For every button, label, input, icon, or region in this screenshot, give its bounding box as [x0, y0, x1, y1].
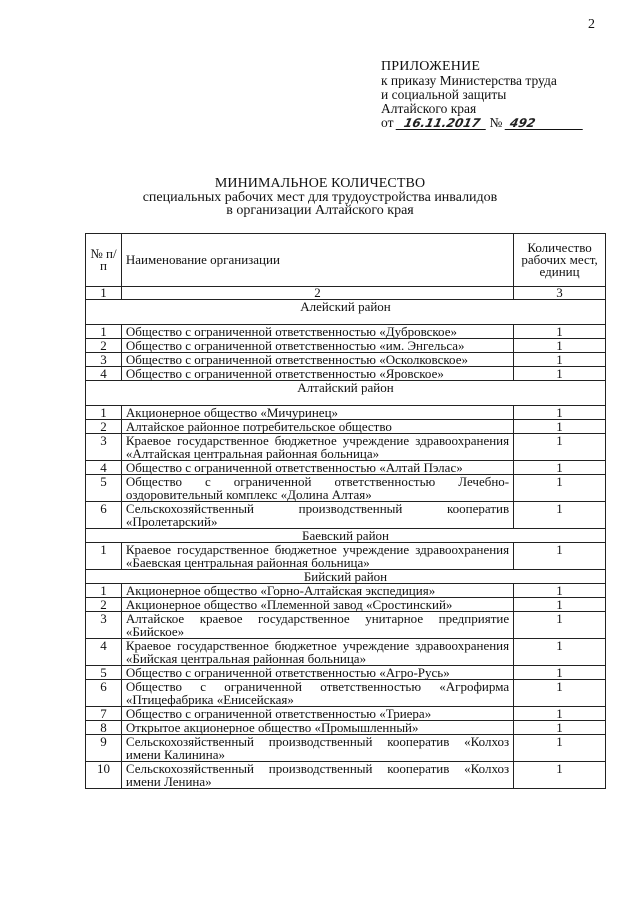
- workplace-count: 1: [514, 639, 606, 666]
- table-row: [86, 721, 606, 735]
- handwritten-date: 16.11.2017: [396, 117, 489, 130]
- district-row: [86, 300, 606, 325]
- workplace-count: 1: [514, 598, 606, 612]
- document-title: [0, 177, 640, 218]
- workplace-count: 1: [514, 502, 606, 529]
- row-number: 1: [86, 325, 122, 339]
- table-row: [86, 367, 606, 381]
- organization-name: Общество с ограниченной ответственностью «Яровское»: [121, 367, 513, 381]
- column-number: 2: [121, 287, 513, 300]
- table-row: [86, 502, 606, 529]
- table-row: [86, 543, 606, 570]
- appendix-block: [381, 60, 584, 130]
- row-number: 1: [86, 543, 122, 570]
- row-number: 10: [86, 762, 122, 789]
- handwritten-number: 492: [505, 117, 586, 130]
- row-number: 3: [86, 353, 122, 367]
- row-number: 4: [86, 367, 122, 381]
- table-row: [86, 339, 606, 353]
- workplace-count: 1: [514, 666, 606, 680]
- organization-name: Общество с ограниченной ответственностью «Дубровское»: [121, 325, 513, 339]
- organization-name: Общество с ограниченной ответственностью «Агро-Русь»: [121, 666, 513, 680]
- page-number: 2: [588, 17, 595, 32]
- table-row: [86, 612, 606, 639]
- workplace-count: 1: [514, 543, 606, 570]
- organization-name: Акционерное общество «Горно-Алтайская экспедиция»: [121, 584, 513, 598]
- appendix-line: к приказу Министерства труда: [381, 73, 557, 88]
- workplace-count: 1: [514, 367, 606, 381]
- table-row: [86, 434, 606, 461]
- row-number: 8: [86, 721, 122, 735]
- row-number: 2: [86, 420, 122, 434]
- from-label: от: [381, 115, 394, 130]
- table-row: [86, 666, 606, 680]
- organization-name: Краевое государственное бюджетное учреждение здравоохранения «Баевская центральная районная больница»: [121, 543, 513, 570]
- organization-name: Акционерное общество «Мичуринец»: [121, 406, 513, 420]
- organization-name: Открытое акционерное общество «Промышленный»: [121, 721, 513, 735]
- workplace-count: 1: [514, 680, 606, 707]
- workplace-count: 1: [514, 406, 606, 420]
- table-row: [86, 420, 606, 434]
- column-number: 3: [514, 287, 606, 300]
- row-number: 7: [86, 707, 122, 721]
- document-subtitle: специальных рабочих мест для трудоустройства инвалидов: [142, 189, 498, 205]
- organization-name: Сельскохозяйственный производственный кооператив «Пролетарский»: [121, 502, 513, 529]
- table-row: [86, 598, 606, 612]
- header-organization-name: Наименование организации: [121, 234, 513, 287]
- table-row: [86, 475, 606, 502]
- row-number: 1: [86, 584, 122, 598]
- row-number: 3: [86, 434, 122, 461]
- table-row: [86, 762, 606, 789]
- row-number: 1: [86, 406, 122, 420]
- appendix-title: ПРИЛОЖЕНИЕ: [381, 59, 481, 74]
- workplace-count: 1: [514, 475, 606, 502]
- organization-name: Общество с ограниченной ответственностью «им. Энгельса»: [121, 339, 513, 353]
- workplace-count: 1: [514, 612, 606, 639]
- appendix-line: Алтайского края: [381, 101, 477, 116]
- organizations-table: [85, 233, 606, 789]
- organization-name: Сельскохозяйственный производственный кооператив «Колхоз имени Калинина»: [121, 735, 513, 762]
- appendix-line: и социальной защиты: [381, 87, 507, 102]
- workplace-count: 1: [514, 325, 606, 339]
- organization-name: Общество с ограниченной ответственностью «Агрофирма «Птицефабрика «Енисейская»: [121, 680, 513, 707]
- workplace-count: 1: [514, 721, 606, 735]
- row-number: 3: [86, 612, 122, 639]
- organization-name: Алтайское краевое государственное унитарное предприятие «Бийское»: [121, 612, 513, 639]
- workplace-count: 1: [514, 584, 606, 598]
- organization-name: Общество с ограниченной ответственностью «Триера»: [121, 707, 513, 721]
- table-header-row: [86, 234, 606, 287]
- organization-name: Акционерное общество «Племенной завод «Сростинский»: [121, 598, 513, 612]
- district-row: [86, 570, 606, 584]
- workplace-count: 1: [514, 339, 606, 353]
- table-row: [86, 707, 606, 721]
- table-row: [86, 584, 606, 598]
- organization-name: Общество с ограниченной ответственностью «Алтай Пэлас»: [121, 461, 513, 475]
- district-name: Баевский район: [86, 529, 606, 543]
- district-name: Алейский район: [86, 300, 606, 325]
- row-number: 4: [86, 461, 122, 475]
- table-row: [86, 639, 606, 666]
- organization-name: Общество с ограниченной ответственностью «Осколковское»: [121, 353, 513, 367]
- workplace-count: 1: [514, 353, 606, 367]
- table-row: [86, 325, 606, 339]
- document-title-main: МИНИМАЛЬНОЕ КОЛИЧЕСТВО: [214, 176, 426, 191]
- district-name: Бийский район: [86, 570, 606, 584]
- table-row: [86, 735, 606, 762]
- header-quantity: Количество рабочих мест, единиц: [514, 234, 606, 287]
- district-row: [86, 529, 606, 543]
- row-number: 4: [86, 639, 122, 666]
- district-name: Алтайский район: [86, 381, 606, 406]
- row-number: 9: [86, 735, 122, 762]
- row-number: 6: [86, 680, 122, 707]
- row-number: 5: [86, 475, 122, 502]
- organization-name: Алтайское районное потребительское общество: [121, 420, 513, 434]
- table-row: [86, 353, 606, 367]
- header-number: № п/п: [86, 234, 122, 287]
- organization-name: Сельскохозяйственный производственный кооператив «Колхоз имени Ленина»: [121, 762, 513, 789]
- workplace-count: 1: [514, 762, 606, 789]
- table-row: [86, 461, 606, 475]
- workplace-count: 1: [514, 434, 606, 461]
- workplace-count: 1: [514, 735, 606, 762]
- row-number: 2: [86, 598, 122, 612]
- document-subtitle: в организации Алтайского края: [226, 203, 414, 218]
- number-label: №: [489, 115, 503, 130]
- district-row: [86, 381, 606, 406]
- order-reference: [381, 116, 584, 130]
- workplace-count: 1: [514, 707, 606, 721]
- organization-name: Общество с ограниченной ответственностью Лечебно-оздоровительный комплекс «Долина Алтая»: [121, 475, 513, 502]
- row-number: 5: [86, 666, 122, 680]
- organization-name: Краевое государственное бюджетное учреждение здравоохранения «Алтайская центральная районная больница»: [121, 434, 513, 461]
- table-row: [86, 680, 606, 707]
- row-number: 6: [86, 502, 122, 529]
- table-row: [86, 406, 606, 420]
- column-number-row: [86, 287, 606, 300]
- workplace-count: 1: [514, 461, 606, 475]
- column-number: 1: [86, 287, 122, 300]
- organization-name: Краевое государственное бюджетное учреждение здравоохранения «Бийская центральная районная больница»: [121, 639, 513, 666]
- workplace-count: 1: [514, 420, 606, 434]
- row-number: 2: [86, 339, 122, 353]
